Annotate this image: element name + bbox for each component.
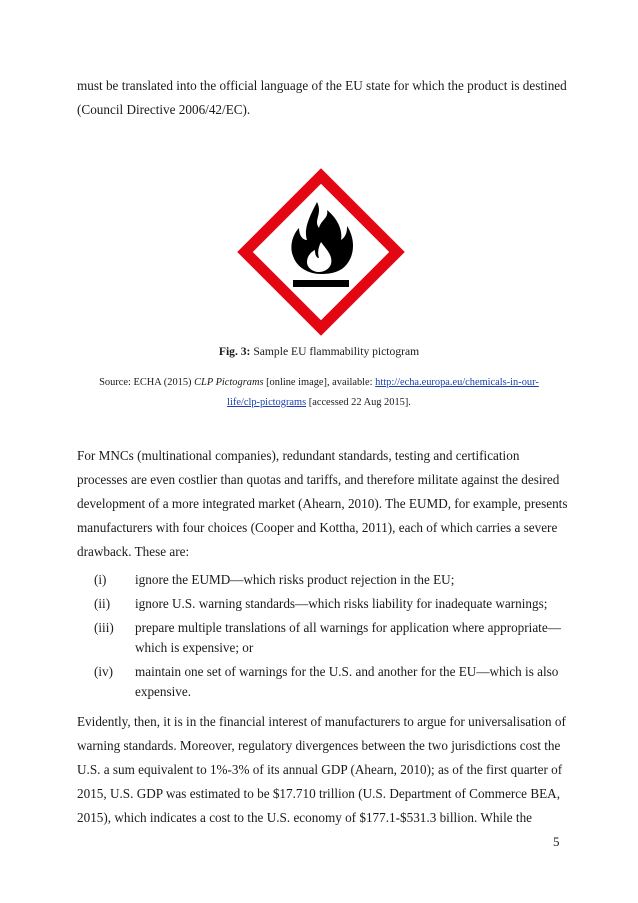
flammable-pictogram-icon <box>237 168 405 336</box>
source-title: CLP Pictograms <box>194 377 264 388</box>
list-item-text-continued: which is expensive; or <box>135 640 254 655</box>
para2-line: Evidently, then, it is in the financial interest of manufacturers to argue for universalisation of <box>77 714 566 729</box>
page-number: 5 <box>553 834 560 849</box>
figure-caption <box>0 345 638 359</box>
para1-line: processes are even costlier than quotas and tariffs, and therefore militate against the desired <box>77 472 560 487</box>
list-item-text: ignore the EUMD—which risks product rejection in the EU; <box>135 572 455 587</box>
list-item-number: (iv) <box>94 664 114 679</box>
para2-line: U.S. a sum equivalent to 1%-3% of its annual GDP (Ahearn, 2010); as of the first quarter of <box>77 762 563 777</box>
flame-base-bar <box>293 280 349 287</box>
list-item-text-continued: expensive. <box>135 684 192 699</box>
source-link-part-1[interactable]: http://echa.europa.eu/chemicals-in-our- <box>375 377 539 388</box>
source-prefix: Source: ECHA (2015) <box>99 377 195 388</box>
para2-line: 2015), which indicates a cost to the U.S. economy of $177.1-$531.3 billion. While the <box>77 810 533 825</box>
caption-text: Sample EU flammability pictogram <box>250 345 420 358</box>
para1-line: For MNCs (multinational companies), redundant standards, testing and certification <box>77 448 520 463</box>
intro-line-1: must be translated into the official language of the EU state for which the product is destined <box>77 78 567 93</box>
para1-line: development of a more integrated market (Ahearn, 2010). The EUMD, for example, presents <box>77 496 568 511</box>
para2-line: 2015, U.S. GDP was estimated to be $17.710 trillion (U.S. Department of Commerce BEA, <box>77 786 560 801</box>
source-link-part-2[interactable]: life/clp-pictograms <box>227 397 307 408</box>
list-item-number: (i) <box>94 572 107 587</box>
list-item-number: (iii) <box>94 620 114 635</box>
figure-source-line-2 <box>0 396 638 409</box>
para2-line: warning standards. Moreover, regulatory divergences between the two jurisdictions cost the <box>77 738 561 753</box>
source-suffix: [accessed 22 Aug 2015]. <box>306 397 411 408</box>
caption-label: Fig. 3: <box>218 345 251 358</box>
list-item-text: prepare multiple translations of all warnings for application where appropriate— <box>135 620 561 635</box>
para1-line: manufacturers with four choices (Cooper and Kottha, 2011), each of which carries a severe <box>77 520 558 535</box>
figure-source-line-1 <box>0 376 638 389</box>
para1-line: drawback. These are: <box>77 544 190 559</box>
intro-line-2: (Council Directive 2006/42/EC). <box>77 102 251 117</box>
source-mid: [online image], available: <box>263 377 376 388</box>
list-item-number: (ii) <box>94 596 111 611</box>
list-item-text: maintain one set of warnings for the U.S. and another for the EU—which is also <box>135 664 559 679</box>
list-item-text: ignore U.S. warning standards—which risks liability for inadequate warnings; <box>135 596 548 611</box>
